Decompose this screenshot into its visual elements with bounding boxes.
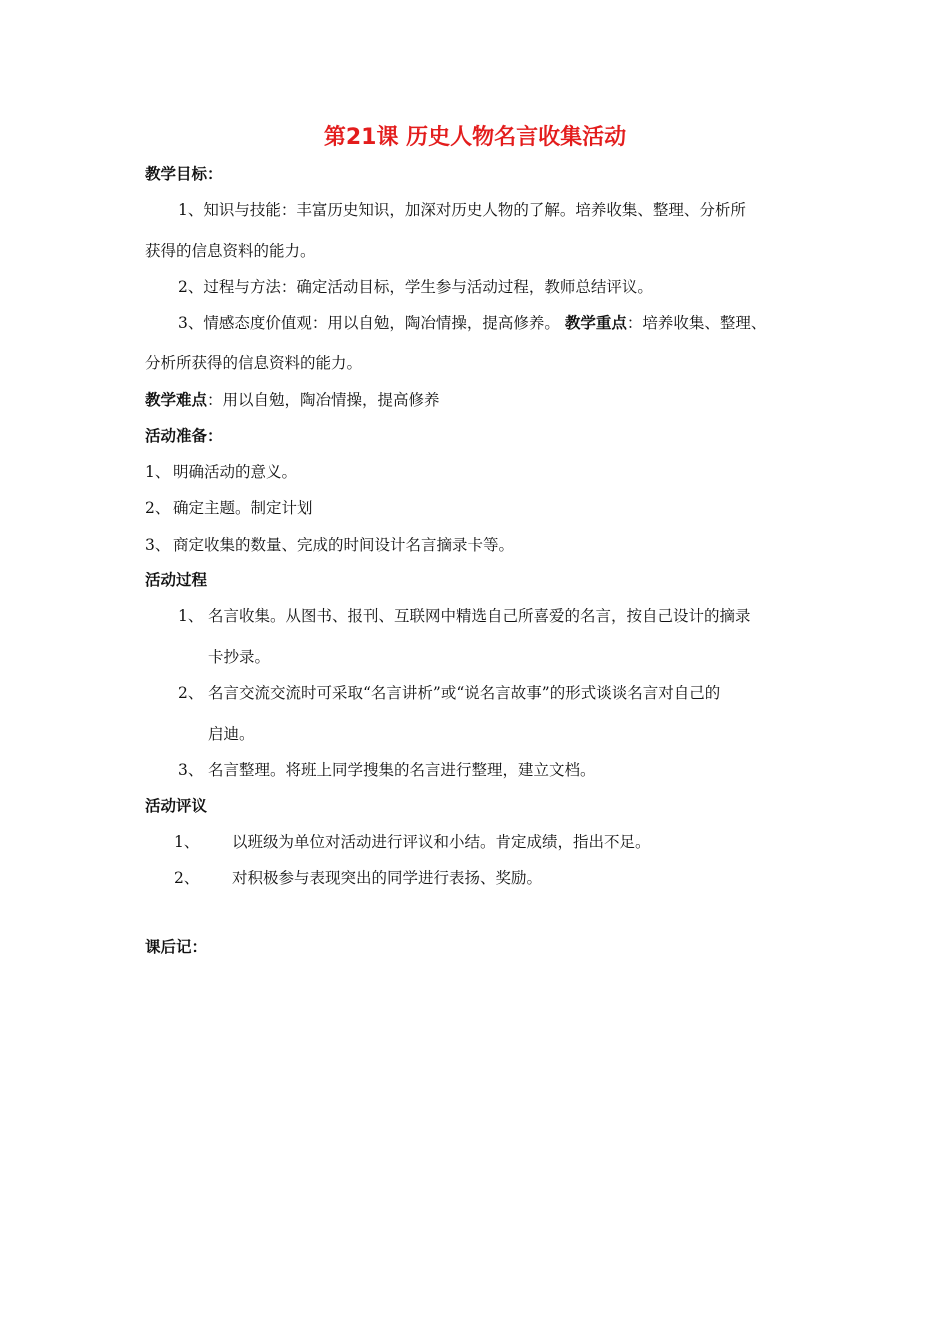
evaluation-item-1-text: 以班级为单位对活动进行评议和小结。肯定成绩，指出不足。 <box>232 833 651 851</box>
focus-text-line-2: 分析所获得的信息资料的能力。 <box>145 354 363 372</box>
difficulty-label: 教学难点 <box>145 391 208 409</box>
process-item-1-line-1 <box>178 606 751 626</box>
preparation-item-3-num: 3、 <box>145 536 171 554</box>
evaluation-item-2-text: 对积极参与表现突出的同学进行表扬、奖励。 <box>232 869 543 887</box>
process-item-1-num: 1、 <box>178 607 204 625</box>
objective-3-text: 3、情感态度价值观：用以自勉，陶冶情操，提高修养。 <box>178 314 560 332</box>
evaluation-item-1-num: 1、 <box>174 833 200 851</box>
process-item-2-line-1 <box>178 683 720 703</box>
process-item-3 <box>178 760 596 780</box>
focus-label: 教学重点 <box>564 314 627 332</box>
notes-heading: 课后记： <box>145 938 208 956</box>
process-item-1-line-2: 卡抄录。 <box>208 648 271 666</box>
difficulty-line <box>145 390 440 410</box>
preparation-item-1-text: 明确活动的意义。 <box>173 463 298 481</box>
process-item-3-text: 名言整理。将班上同学搜集的名言进行整理，建立文档。 <box>208 761 596 779</box>
preparation-heading: 活动准备： <box>145 427 223 445</box>
preparation-item-1-num: 1、 <box>145 463 171 481</box>
preparation-item-2-text: 确定主题。制定计划 <box>173 499 313 517</box>
difficulty-text: ：用以自勉，陶冶情操，提高修养 <box>207 391 440 409</box>
preparation-item-3 <box>145 535 514 555</box>
preparation-item-3-text: 商定收集的数量、完成的时间设计名言摘录卡等。 <box>173 536 515 554</box>
objective-1-line-1: 1、知识与技能：丰富历史知识，加深对历史人物的了解。培养收集、整理、分析所 <box>178 201 746 219</box>
preparation-item-2 <box>145 498 313 518</box>
preparation-item-2-num: 2、 <box>145 499 171 517</box>
process-item-2-num: 2、 <box>178 684 204 702</box>
focus-text-line-1: ：培养收集、整理、 <box>626 314 767 332</box>
objective-3-line-1 <box>178 313 766 333</box>
evaluation-heading: 活动评议 <box>145 797 208 815</box>
process-heading: 活动过程 <box>145 571 208 589</box>
process-item-2-text: 名言交流交流时可采取“名言讲析”或“说名言故事”的形式谈谈名言对自己的 <box>208 684 721 702</box>
preparation-item-1 <box>145 462 297 482</box>
process-item-3-num: 3、 <box>178 761 204 779</box>
page-title: 第21课 历史人物名言收集活动 <box>323 125 627 150</box>
process-item-2-line-2: 启迪。 <box>208 725 255 743</box>
objectives-heading: 教学目标： <box>145 165 223 183</box>
process-item-1-text: 名言收集。从图书、报刊、互联网中精选自己所喜爱的名言，按自己设计的摘录 <box>208 607 751 625</box>
evaluation-item-2-num: 2、 <box>174 869 200 887</box>
objective-1-line-2: 获得的信息资料的能力。 <box>145 242 316 260</box>
evaluation-item-1 <box>174 832 651 852</box>
evaluation-item-2 <box>174 868 542 888</box>
objective-2: 2、过程与方法：确定活动目标，学生参与活动过程，教师总结评议。 <box>178 278 653 296</box>
